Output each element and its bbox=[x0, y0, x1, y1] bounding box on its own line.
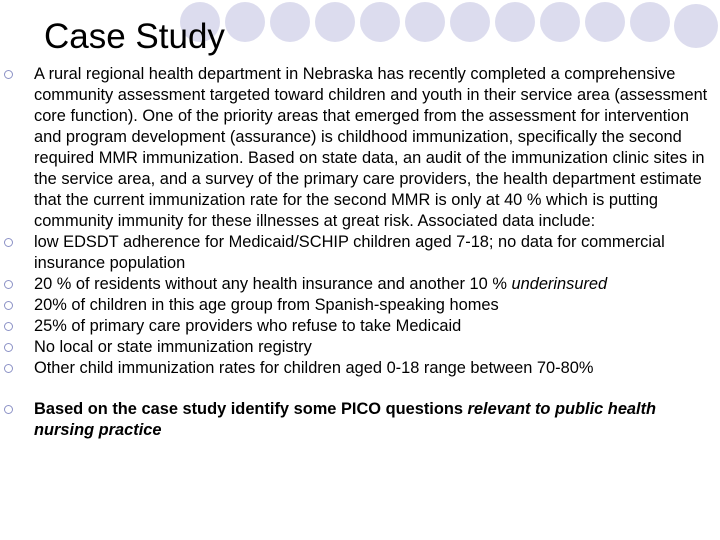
question-text-italic: relevant to public health nursing practice bbox=[34, 400, 657, 439]
bullet-item bbox=[0, 358, 720, 379]
deco-circle bbox=[585, 2, 625, 42]
bullet-text: A rural regional health department in Nebraska has recently completed a comprehensive community assessment targeted toward children and youth in their service area (assessment core function). One of the priority areas that emerged from the assessment for intervention and program development (assurance) is childhood immunization, specifically the second required MMR immunization. Based on state data, an audit of the immunization clinic sites in the service area, and a survey of the primary care providers, the health department estimate that the current immunization rate for the second MMR is only at 40 % which is putting community immunity for these illnesses at great risk. Associated data include: bbox=[34, 65, 708, 230]
bullet-item bbox=[0, 64, 720, 232]
deco-circle bbox=[495, 2, 535, 42]
bullet-icon bbox=[4, 238, 13, 247]
bullet-item bbox=[0, 274, 720, 295]
bullet-list bbox=[0, 64, 720, 441]
deco-circle bbox=[540, 2, 580, 42]
bullet-icon bbox=[4, 405, 13, 414]
bullet-text: 20 % of residents without any health insurance and another 10 % bbox=[34, 275, 512, 293]
question-text: Based on the case study identify some PICO questions bbox=[34, 400, 468, 418]
deco-circle bbox=[405, 2, 445, 42]
bullet-text: 20% of children in this age group from Spanish-speaking homes bbox=[34, 296, 499, 314]
bullet-item bbox=[0, 337, 720, 358]
bullet-item bbox=[0, 316, 720, 337]
bullet-text: Other child immunization rates for children aged 0-18 range between 70-80% bbox=[34, 359, 594, 377]
bullet-icon bbox=[4, 301, 13, 310]
bullet-icon bbox=[4, 343, 13, 352]
bullet-text: 25% of primary care providers who refuse to take Medicaid bbox=[34, 317, 462, 335]
question-item bbox=[0, 399, 720, 441]
bullet-text-italic: underinsured bbox=[511, 275, 608, 293]
bullet-icon bbox=[4, 280, 13, 289]
bullet-icon bbox=[4, 70, 13, 79]
deco-circle bbox=[225, 2, 265, 42]
bullet-text: No local or state immunization registry bbox=[34, 338, 312, 356]
bullet-text: low EDSDT adherence for Medicaid/SCHIP children aged 7-18; no data for commercial insurance population bbox=[34, 233, 665, 272]
slide-title: Case Study bbox=[44, 17, 225, 56]
deco-circle bbox=[270, 2, 310, 42]
deco-circle bbox=[315, 2, 355, 42]
deco-circle bbox=[450, 2, 490, 42]
deco-circle bbox=[360, 2, 400, 42]
bullet-item bbox=[0, 295, 720, 316]
spacer bbox=[0, 379, 720, 399]
bullet-item bbox=[0, 232, 720, 274]
bullet-icon bbox=[4, 364, 13, 373]
bullet-icon bbox=[4, 322, 13, 331]
deco-circle bbox=[630, 2, 670, 42]
deco-circle bbox=[674, 4, 718, 48]
